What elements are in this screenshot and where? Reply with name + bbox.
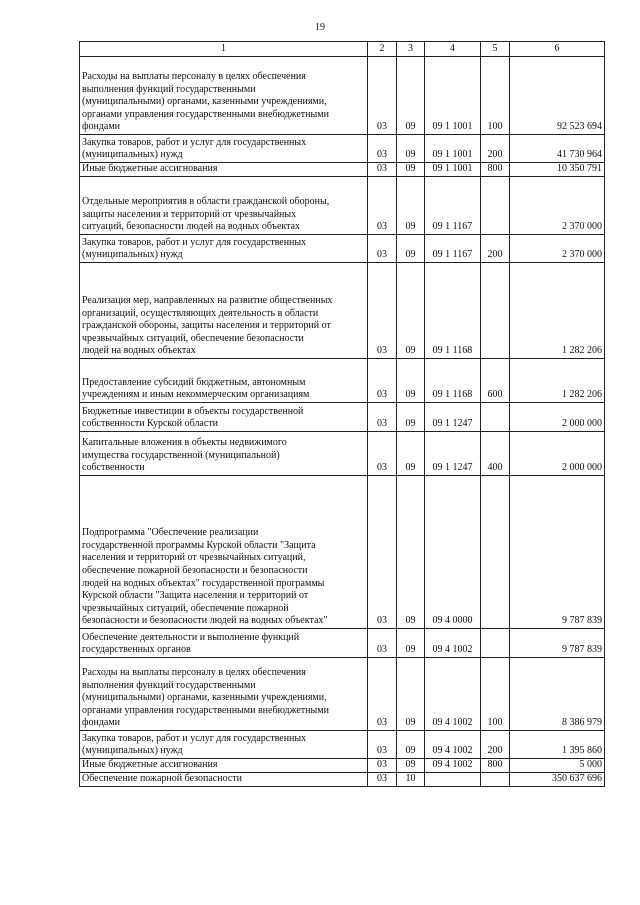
table-row [80,57,605,135]
row-expense-type: 200 [481,731,510,759]
table-row [80,235,605,263]
row-expense-type: 100 [481,658,510,731]
row-subsection-code: 09 [397,658,425,731]
row-amount: 92 523 694 [510,57,605,135]
table-row [80,476,605,629]
table-row [80,263,605,359]
table-row [80,773,605,787]
row-subsection-code: 09 [397,759,425,773]
row-section-code: 03 [368,658,397,731]
row-amount: 10 350 791 [510,163,605,177]
row-description: Подпрограмма "Обеспечение реализации государственной программы Курской области "Защита населения и территорий от чрезвычайных ситуаций, обеспечение пожарной безопасности и безопасности людей на водных объектах" государственной программы Курской области "Защита населения и территорий от чрезвычайных ситуаций, обеспечение пожарной безопасности и безопасности людей на водных объектах" [80,476,368,629]
row-amount: 2 370 000 [510,235,605,263]
row-description: Иные бюджетные ассигнования [80,759,368,773]
row-expense-type: 800 [481,163,510,177]
row-amount: 8 386 979 [510,658,605,731]
row-section-code: 03 [368,432,397,476]
row-description: Иные бюджетные ассигнования [80,163,368,177]
row-section-code: 03 [368,731,397,759]
row-target-article: 09 1 1001 [425,57,481,135]
row-expense-type: 200 [481,135,510,163]
row-description: Закупка товаров, работ и услуг для государственных (муниципальных) нужд [80,135,368,163]
row-subsection-code: 09 [397,403,425,432]
row-amount: 2 000 000 [510,403,605,432]
row-description: Отдельные мероприятия в области гражданской обороны, защиты населения и территорий от чрезвычайных ситуаций, безопасности людей на водных объектах [80,177,368,235]
row-expense-type: 800 [481,759,510,773]
row-section-code: 03 [368,759,397,773]
column-header: 3 [397,42,425,57]
row-description: Обеспечение деятельности и выполнение функций государственных органов [80,629,368,658]
row-subsection-code: 09 [397,177,425,235]
row-section-code: 03 [368,235,397,263]
row-expense-type [481,629,510,658]
row-section-code: 03 [368,263,397,359]
table-row [80,135,605,163]
column-header: 2 [368,42,397,57]
row-amount: 1 395 860 [510,731,605,759]
row-target-article: 09 4 0000 [425,476,481,629]
row-description: Закупка товаров, работ и услуг для государственных (муниципальных) нужд [80,235,368,263]
row-subsection-code: 09 [397,432,425,476]
table-row [80,177,605,235]
row-expense-type [481,177,510,235]
budget-table [79,41,605,787]
column-header: 5 [481,42,510,57]
row-subsection-code: 09 [397,731,425,759]
row-subsection-code: 10 [397,773,425,787]
row-subsection-code: 09 [397,135,425,163]
row-amount: 2 000 000 [510,432,605,476]
row-expense-type: 200 [481,235,510,263]
row-amount: 5 000 [510,759,605,773]
row-target-article: 09 4 1002 [425,731,481,759]
row-target-article: 09 4 1002 [425,658,481,731]
column-header: 1 [80,42,368,57]
row-subsection-code: 09 [397,57,425,135]
column-header: 4 [425,42,481,57]
row-section-code: 03 [368,163,397,177]
table-row [80,403,605,432]
row-section-code: 03 [368,403,397,432]
row-subsection-code: 09 [397,629,425,658]
row-description: Предоставление субсидий бюджетным, автономным учреждениям и иным некоммерческим организациям [80,359,368,403]
row-target-article: 09 4 1002 [425,629,481,658]
table-row [80,629,605,658]
row-target-article: 09 1 1167 [425,177,481,235]
row-section-code: 03 [368,135,397,163]
row-description: Бюджетные инвестиции в объекты государственной собственности Курской области [80,403,368,432]
row-target-article: 09 1 1247 [425,432,481,476]
row-subsection-code: 09 [397,163,425,177]
row-amount: 2 370 000 [510,177,605,235]
table-row [80,759,605,773]
row-expense-type: 400 [481,432,510,476]
row-subsection-code: 09 [397,476,425,629]
row-description: Расходы на выплаты персоналу в целях обеспечения выполнения функций государственными (муниципальными) органами, казенными учреждениями, органами управления государственными внебюджетными фондами [80,658,368,731]
row-amount: 9 787 839 [510,476,605,629]
row-expense-type: 600 [481,359,510,403]
row-expense-type: 100 [481,57,510,135]
row-section-code: 03 [368,359,397,403]
table-row [80,163,605,177]
row-section-code: 03 [368,476,397,629]
row-target-article: 09 1 1001 [425,135,481,163]
table-row [80,658,605,731]
row-description: Расходы на выплаты персоналу в целях обеспечения выполнения функций государственными (муниципальными) органами, казенными учреждениями, органами управления государственными внебюджетными фондами [80,57,368,135]
row-subsection-code: 09 [397,235,425,263]
row-target-article: 09 1 1247 [425,403,481,432]
table-row [80,359,605,403]
row-section-code: 03 [368,773,397,787]
row-description: Обеспечение пожарной безопасности [80,773,368,787]
row-target-article: 09 1 1001 [425,163,481,177]
page-number: 19 [315,22,325,33]
row-amount: 350 637 696 [510,773,605,787]
row-description: Закупка товаров, работ и услуг для государственных (муниципальных) нужд [80,731,368,759]
row-amount: 41 730 964 [510,135,605,163]
row-section-code: 03 [368,57,397,135]
row-description: Капитальные вложения в объекты недвижимого имущества государственной (муниципальной) собственности [80,432,368,476]
row-section-code: 03 [368,629,397,658]
row-amount: 9 787 839 [510,629,605,658]
row-amount: 1 282 206 [510,359,605,403]
row-expense-type [481,403,510,432]
table-header-row [80,42,605,57]
row-target-article: 09 1 1167 [425,235,481,263]
row-expense-type [481,263,510,359]
row-description: Реализация мер, направленных на развитие общественных организаций, осуществляющих деятельность в области гражданской обороны, защиты населения и территорий от чрезвычайных ситуаций, обеспечение безопасности людей на водных объектах [80,263,368,359]
row-target-article: 09 4 1002 [425,759,481,773]
row-subsection-code: 09 [397,359,425,403]
row-target-article [425,773,481,787]
row-target-article: 09 1 1168 [425,359,481,403]
row-expense-type [481,476,510,629]
table-row [80,731,605,759]
table-row [80,432,605,476]
row-section-code: 03 [368,177,397,235]
row-subsection-code: 09 [397,263,425,359]
row-target-article: 09 1 1168 [425,263,481,359]
column-header: 6 [510,42,605,57]
row-amount: 1 282 206 [510,263,605,359]
row-expense-type [481,773,510,787]
